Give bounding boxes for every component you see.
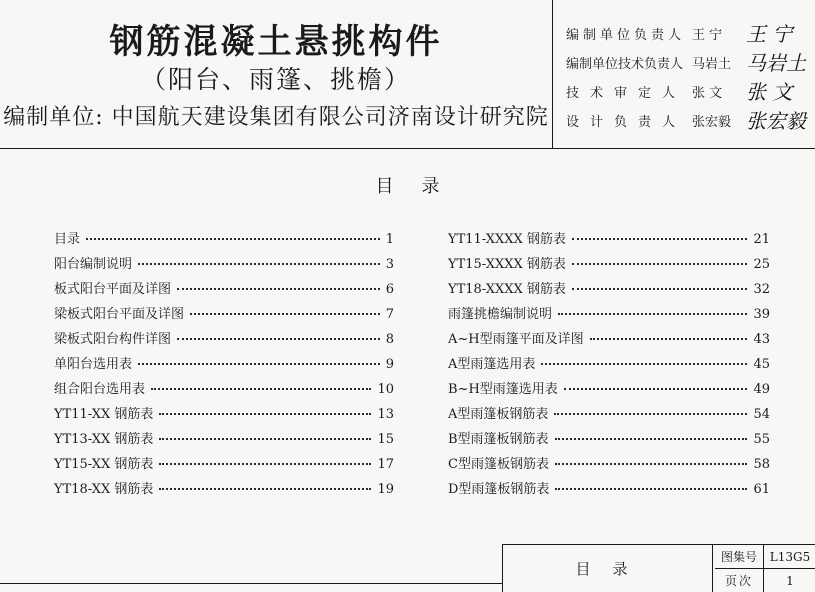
toc-entry-title: YT15-XX 钢筋表 xyxy=(54,457,154,472)
title-header xyxy=(0,0,815,149)
signature: 张宏毅 xyxy=(746,109,806,133)
leader-dots xyxy=(86,238,380,240)
signature: 张 文 xyxy=(746,80,793,104)
toc-entry-page: 15 xyxy=(377,432,394,447)
toc-entry-page: 61 xyxy=(753,482,770,497)
leader-dots xyxy=(190,313,380,315)
toc-entry-title: YT18-XX 钢筋表 xyxy=(54,482,154,497)
leader-dots xyxy=(555,438,748,440)
toc-entry[interactable] xyxy=(448,328,770,353)
footer-title: 目录 xyxy=(503,545,713,592)
organization-line: 编制单位: 中国航天建设集团有限公司济南设计研究院 xyxy=(3,105,549,130)
staff-role: 编制单位负责人 xyxy=(566,28,686,43)
staff-name: 张宏毅 xyxy=(692,115,732,130)
toc-entry[interactable] xyxy=(448,378,770,403)
leader-dots xyxy=(138,363,380,365)
toc-entry-page: 54 xyxy=(753,407,770,422)
toc-heading: 目录 xyxy=(375,176,468,197)
toc-entry-title: B型雨篷板钢筋表 xyxy=(448,432,549,447)
toc-entry[interactable] xyxy=(54,253,394,278)
document-title: 钢筋混凝土悬挑构件 xyxy=(109,22,443,62)
staff-role: 设计负责人 xyxy=(566,115,687,130)
leader-dots xyxy=(572,238,748,240)
toc-right-column xyxy=(448,228,770,503)
page-number-value: 1 xyxy=(786,573,794,588)
toc-entry-title: YT15-XXXX 钢筋表 xyxy=(448,257,566,272)
toc-entry-title: 单阳台选用表 xyxy=(54,357,133,372)
leader-dots xyxy=(159,413,371,415)
toc-entry-title: A型雨篷板钢筋表 xyxy=(448,407,549,422)
toc-entry-page: 45 xyxy=(753,357,770,372)
staff-row xyxy=(560,105,810,134)
toc-entry-page: 17 xyxy=(377,457,394,472)
signature: 马岩土 xyxy=(746,51,806,75)
staff-row xyxy=(560,76,810,105)
staff-name: 马岩土 xyxy=(692,57,732,72)
staff-row xyxy=(560,47,810,76)
leader-dots xyxy=(564,388,748,390)
leader-dots xyxy=(541,363,747,365)
toc-entry-page: 3 xyxy=(385,257,394,272)
toc-entry-page: 21 xyxy=(753,232,770,247)
staff-role: 编制单位技术负责人 xyxy=(566,57,684,72)
toc-entry[interactable] xyxy=(54,303,394,328)
toc-entry[interactable] xyxy=(448,478,770,503)
atlas-number-value: L13G5 xyxy=(764,545,815,569)
toc-entry-page: 25 xyxy=(753,257,770,272)
toc-entry-page: 1 xyxy=(385,232,394,247)
leader-dots xyxy=(159,438,371,440)
bottom-rule xyxy=(0,583,502,584)
leader-dots xyxy=(558,313,747,315)
toc-entry[interactable] xyxy=(448,253,770,278)
toc-entry[interactable] xyxy=(54,228,394,253)
toc-entry[interactable] xyxy=(54,353,394,378)
leader-dots xyxy=(572,263,748,265)
leader-dots xyxy=(159,488,371,490)
title-block xyxy=(0,0,553,148)
leader-dots xyxy=(555,488,747,490)
staff-name: 王 宁 xyxy=(692,28,723,43)
toc-entry[interactable] xyxy=(448,228,770,253)
leader-dots xyxy=(177,338,380,340)
leader-dots xyxy=(555,463,748,465)
toc-entry[interactable] xyxy=(54,278,394,303)
toc-entry[interactable] xyxy=(448,278,770,303)
toc-entry-title: A型雨篷选用表 xyxy=(448,357,536,372)
page-number-label: 页次 xyxy=(715,569,764,592)
leader-dots xyxy=(572,288,748,290)
toc-entry-page: 10 xyxy=(377,382,394,397)
toc-entry[interactable] xyxy=(448,303,770,328)
toc-entry-page: 49 xyxy=(753,382,770,397)
toc-left-column xyxy=(54,228,394,503)
toc-entry-title: 梁板式阳台构件详图 xyxy=(54,332,172,347)
leader-dots xyxy=(590,338,748,340)
leader-dots xyxy=(159,463,371,465)
toc-entry-title: C型雨篷板钢筋表 xyxy=(448,457,549,472)
toc-entry-page: 39 xyxy=(753,307,770,322)
toc-entry-title: 雨篷挑檐编制说明 xyxy=(448,307,553,322)
title-box xyxy=(502,544,815,592)
toc-entry-page: 8 xyxy=(385,332,394,347)
toc-entry-title: YT13-XX 钢筋表 xyxy=(54,432,154,447)
toc-entry[interactable] xyxy=(448,403,770,428)
toc-entry[interactable] xyxy=(54,478,394,503)
leader-dots xyxy=(554,413,747,415)
staff-block xyxy=(560,18,810,134)
toc-entry[interactable] xyxy=(54,403,394,428)
staff-role: 技术审定人 xyxy=(566,86,687,101)
atlas-number-label: 图集号 xyxy=(715,545,764,569)
toc-entry-title: D型雨篷板钢筋表 xyxy=(448,482,550,497)
leader-dots xyxy=(177,288,380,290)
toc-entry-title: 板式阳台平面及详图 xyxy=(54,282,172,297)
toc-entry-title: 组合阳台选用表 xyxy=(54,382,146,397)
toc-entry-page: 58 xyxy=(753,457,770,472)
staff-row xyxy=(560,18,810,47)
toc-entry[interactable] xyxy=(448,353,770,378)
toc-entry[interactable] xyxy=(448,453,770,478)
toc-entry-page: 43 xyxy=(753,332,770,347)
toc-entry[interactable] xyxy=(54,428,394,453)
toc-entry-title: 阳台编制说明 xyxy=(54,257,133,272)
toc-entry-title: 目录 xyxy=(54,232,81,247)
toc-entry-title: YT11-XX 钢筋表 xyxy=(54,407,154,422)
toc-entry-page: 7 xyxy=(385,307,394,322)
toc-entry-page: 32 xyxy=(753,282,770,297)
toc-entry-title: B~H型雨篷选用表 xyxy=(448,382,558,397)
toc-entry[interactable] xyxy=(448,428,770,453)
toc-entry[interactable] xyxy=(54,453,394,478)
staff-name: 张 文 xyxy=(692,86,723,101)
toc-entry-title: YT11-XXXX 钢筋表 xyxy=(448,232,566,247)
signature: 王 宁 xyxy=(746,22,793,46)
toc-entry-title: YT18-XXXX 钢筋表 xyxy=(448,282,566,297)
leader-dots xyxy=(151,388,371,390)
toc-entry-page: 55 xyxy=(753,432,770,447)
toc-entry-page: 19 xyxy=(377,482,394,497)
toc-entry-title: A~H型雨篷平面及详图 xyxy=(448,332,584,347)
toc-entry-page: 13 xyxy=(377,407,394,422)
leader-dots xyxy=(138,263,380,265)
toc-entry-title: 梁板式阳台平面及详图 xyxy=(54,307,185,322)
document-subtitle: （阳台、雨篷、挑檐） xyxy=(140,65,411,94)
toc-entry-page: 9 xyxy=(385,357,394,372)
toc-entry[interactable] xyxy=(54,378,394,403)
toc-entry-page: 6 xyxy=(385,282,394,297)
toc-entry[interactable] xyxy=(54,328,394,353)
